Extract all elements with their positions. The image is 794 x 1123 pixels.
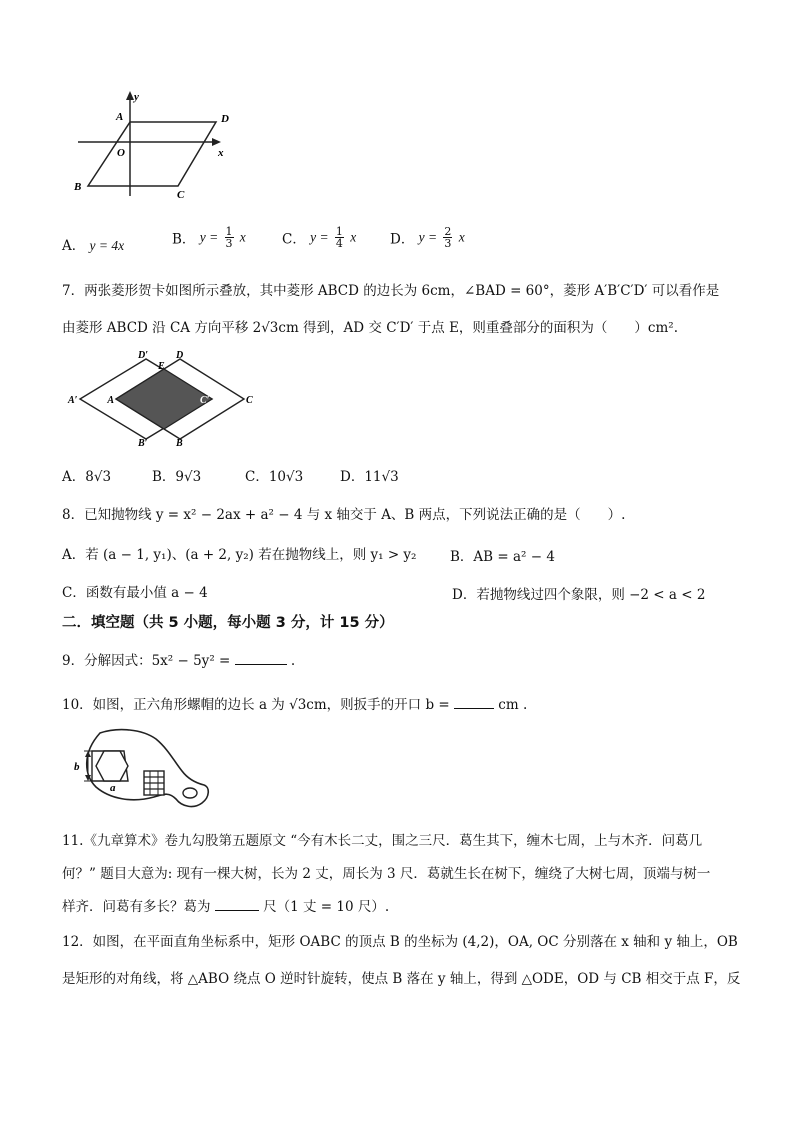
q9-end: .	[290, 653, 296, 669]
q6-figure	[66, 88, 241, 200]
q9-answer-blank[interactable]	[235, 650, 287, 665]
label-C: C	[246, 395, 253, 406]
q11-line-3-b: 尺（1 丈 = 10 尺）.	[263, 899, 390, 915]
q6-option-d-var: x	[458, 229, 465, 245]
q10-wrench-figure	[70, 725, 215, 817]
label-A: A	[116, 111, 124, 123]
q6-option-b-num: 1	[225, 225, 233, 238]
q11-answer-blank[interactable]	[215, 896, 259, 911]
q11-line-3	[62, 896, 389, 917]
q9-text: 9．分解因式：5x² − 5y² =	[62, 653, 231, 669]
q6-option-b-fraction	[225, 226, 234, 249]
q8-option-c: C．函数有最小值 a − 4	[62, 585, 208, 601]
q7-line-1: 7．两张菱形贺卡如图所示叠放，其中菱形 ABCD 的边长为 6cm，∠BAD = 60°，菱形 A′B′C′D′ 可以看作是	[62, 283, 720, 299]
q6-option-d-lhs: y =	[418, 229, 438, 245]
q6-option-d-label: D．	[390, 231, 415, 248]
q10-end: cm .	[498, 697, 528, 713]
q8-stem: 8．已知抛物线 y = x² − 2ax + a² − 4 与 x 轴交于 A、B 两点，下列说法正确的是（ ）.	[62, 507, 626, 523]
label-E: E	[158, 361, 165, 372]
q8-option-d: D．若抛物线过四个象限，则 −2 < a < 2	[452, 587, 706, 603]
q10-text: 10．如图，正六角形螺帽的边长 a 为 √3cm，则扳手的开口 b =	[62, 697, 450, 713]
q10-answer-blank[interactable]	[454, 694, 494, 709]
q6-option-b	[172, 226, 246, 249]
q6-option-a-expr: y = 4x	[89, 238, 125, 253]
q10	[62, 694, 527, 715]
q9	[62, 650, 295, 671]
label-a: a	[110, 782, 116, 794]
q6-option-c-fraction	[335, 226, 344, 249]
q7-option-b: B．9√3	[152, 469, 202, 485]
q8-option-a: A．若 (a − 1, y₁)、(a + 2, y₂) 若在抛物线上，则 y₁ > y₂	[62, 547, 417, 563]
q6-option-b-den: 3	[225, 237, 233, 250]
q6-option-c-lhs: y =	[310, 229, 329, 245]
label-Cp: C′	[200, 395, 210, 406]
q6-option-a	[62, 234, 124, 254]
q7-option-c: C．10√3	[245, 469, 304, 485]
label-Bp: B′	[138, 438, 148, 448]
q6-option-d-den: 3	[444, 237, 452, 250]
label-D: D	[176, 350, 184, 361]
q6-option-c-den: 4	[335, 237, 343, 250]
q12-line-2: 是矩形的对角线，将 △ABO 绕点 O 逆时针旋转，使点 B 落在 y 轴上，得到 △ODE，OD 与 CB 相交于点 F，反	[62, 971, 741, 987]
label-y: y	[134, 91, 139, 103]
q6-option-c	[282, 226, 356, 249]
q6-option-d-fraction	[443, 226, 452, 249]
q6-option-b-var: x	[239, 229, 246, 245]
label-A: A	[107, 395, 114, 406]
label-Ap: A′	[68, 395, 78, 406]
q6-option-d-num: 2	[444, 225, 452, 238]
q6-option-d	[390, 226, 465, 249]
q8-option-b: B．AB = a² − 4	[450, 549, 555, 565]
section-heading: 二．填空题（共 5 小题，每小题 3 分，计 15 分）	[62, 615, 394, 631]
label-b: b	[74, 761, 80, 773]
q7-figure	[66, 350, 266, 448]
label-O: O	[117, 147, 125, 159]
label-x: x	[218, 147, 224, 159]
q7-option-a: A．8√3	[62, 469, 112, 485]
label-B: B	[176, 438, 183, 448]
q11-line-1: 11.《九章算术》卷九勾股第五题原文 “今有木长二丈，围之三尺．葛生其下，缠木七周，上与木齐．问葛几	[62, 833, 703, 849]
q6-option-c-label: C．	[282, 231, 306, 248]
q11-line-2: 何？” 题目大意为: 现有一棵大树，长为 2 丈，周长为 3 尺．葛就生长在树下，缠绕了大树七周，顶端与树一	[62, 866, 711, 882]
q6-option-b-lhs: y =	[199, 229, 219, 245]
label-D: D	[221, 113, 229, 125]
label-B: B	[74, 181, 82, 193]
q7-option-d: D．11√3	[340, 469, 399, 485]
label-Dp: D′	[138, 350, 149, 361]
q6-option-a-label: A．	[62, 238, 86, 254]
q6-option-b-label: B．	[172, 231, 196, 248]
label-C: C	[177, 189, 185, 200]
q12-line-1: 12．如图，在平面直角坐标系中，矩形 OABC 的顶点 B 的坐标为 (4,2)，OA, OC 分别落在 x 轴和 y 轴上，OB	[62, 934, 738, 950]
q7-line-2: 由菱形 ABCD 沿 CA 方向平移 2√3cm 得到，AD 交 C′D′ 于点 E，则重叠部分的面积为（ ）cm².	[62, 320, 678, 336]
q11-line-3-a: 样齐．问葛有多长？葛为	[62, 899, 211, 915]
q6-option-c-var: x	[350, 229, 357, 245]
q6-option-c-num: 1	[335, 225, 343, 238]
